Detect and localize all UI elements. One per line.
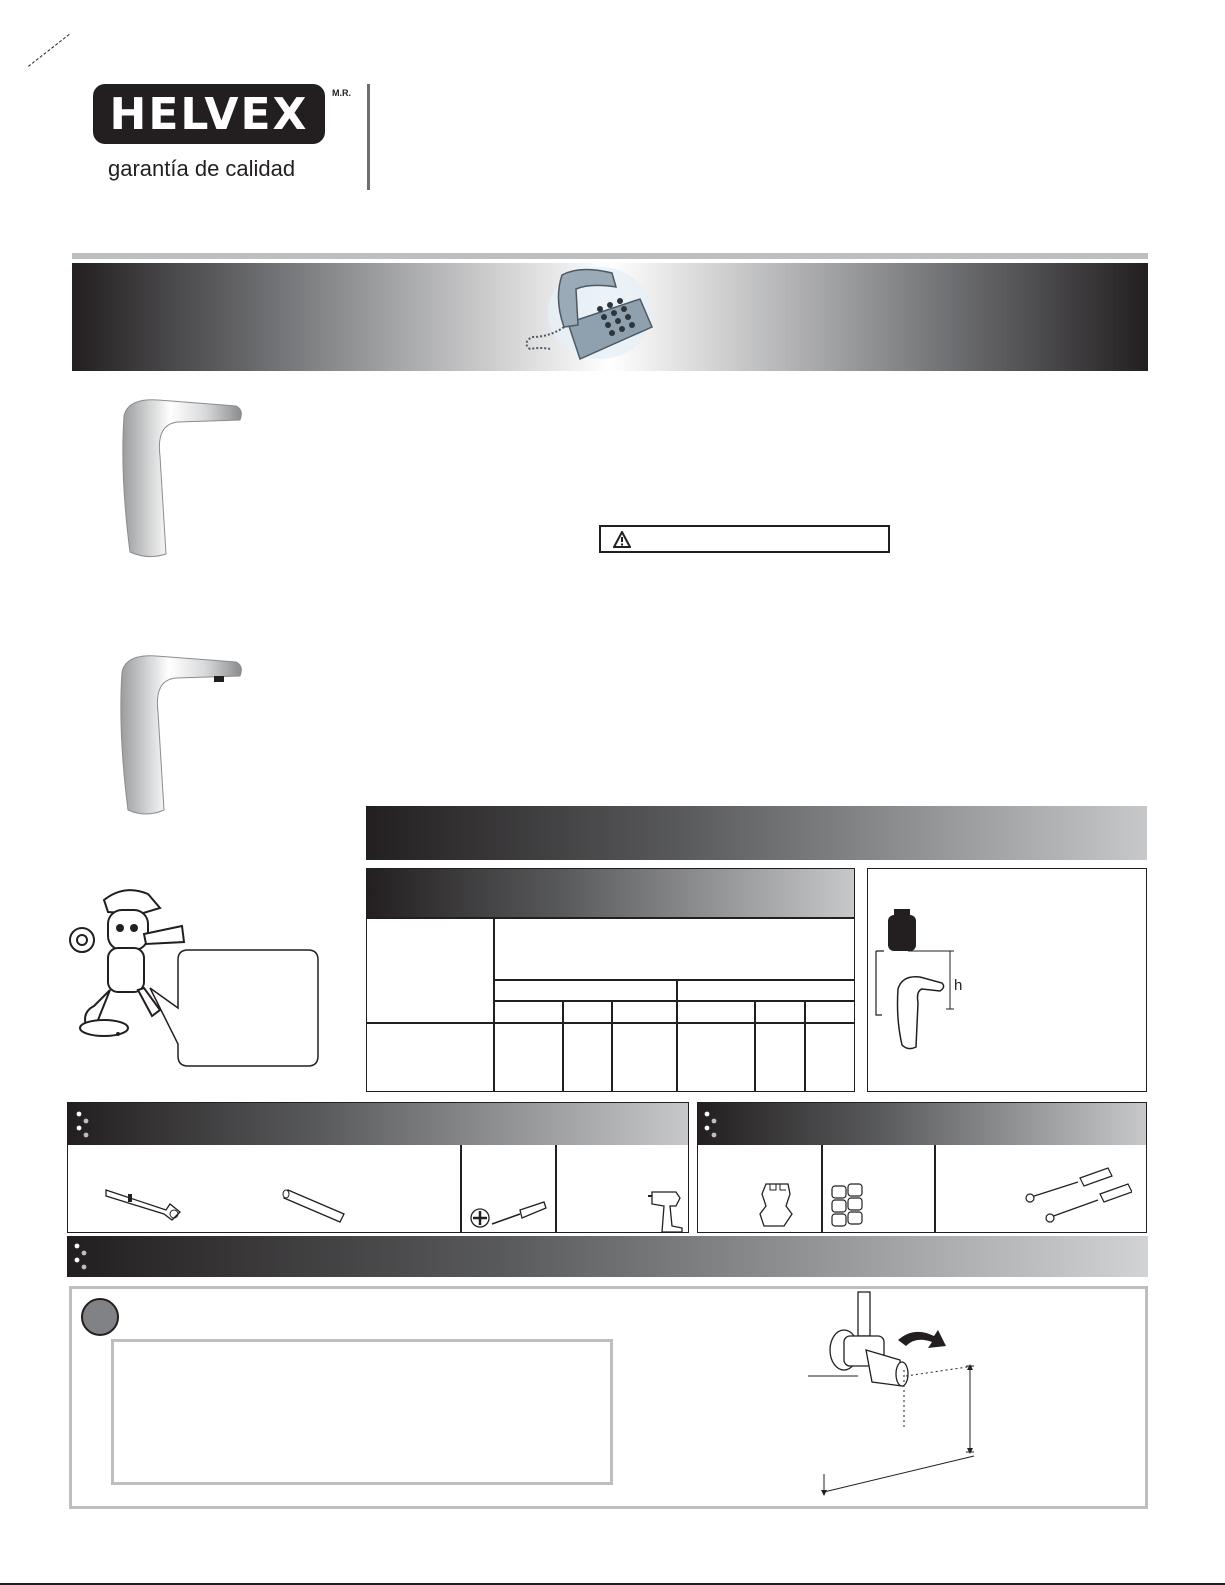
angle-valve-diagram xyxy=(806,1290,1006,1500)
panel-rule xyxy=(934,1145,936,1232)
basin-wrench-icon xyxy=(100,1182,184,1224)
table-header-bar xyxy=(367,869,854,917)
installation-header-bar xyxy=(67,1236,1148,1277)
header-divider xyxy=(367,84,370,190)
table-rule xyxy=(494,1000,854,1002)
dots-icon xyxy=(74,1242,88,1272)
brand-name: HELVEX xyxy=(109,88,309,140)
wrench-key-icon xyxy=(752,1180,802,1230)
telephone-icon xyxy=(520,265,660,369)
header-rule xyxy=(72,253,1148,259)
panel-rule xyxy=(460,1145,462,1232)
height-diagram xyxy=(868,869,1146,1091)
registered-mark: M.R. xyxy=(332,88,351,98)
screwdriver-icon xyxy=(468,1196,548,1230)
tools-header-bar xyxy=(68,1103,688,1145)
screws-and-anchors-icon xyxy=(1024,1164,1132,1224)
table-rule xyxy=(493,917,495,1091)
dots-icon xyxy=(704,1110,718,1140)
dots-icon xyxy=(76,1110,90,1140)
faucet-icon xyxy=(118,396,246,560)
crop-mark xyxy=(28,34,70,68)
table-rule xyxy=(367,917,854,919)
table-rule xyxy=(676,980,678,1091)
panel-rule xyxy=(555,1145,557,1232)
table-rule xyxy=(804,1001,806,1091)
table-rule xyxy=(562,1001,564,1091)
warning-triangle-icon xyxy=(613,531,631,548)
table-rule xyxy=(754,1001,756,1091)
section-header-bar xyxy=(366,806,1147,860)
table-rule xyxy=(611,1001,613,1091)
tube-wrench-icon xyxy=(282,1184,352,1226)
table-rule xyxy=(494,979,854,981)
drill-icon xyxy=(646,1186,688,1232)
step-note-box xyxy=(111,1339,613,1485)
faucet-icon xyxy=(116,652,248,818)
panel-rule xyxy=(821,1145,823,1232)
brand-tagline: garantía de calidad xyxy=(108,156,296,181)
speech-bubble xyxy=(148,948,320,1070)
included-header-bar xyxy=(698,1103,1146,1145)
step-number-badge xyxy=(81,1298,119,1336)
height-label: h xyxy=(954,977,963,994)
brand-logo xyxy=(93,84,325,144)
warning-box xyxy=(599,525,890,553)
batteries-icon xyxy=(828,1180,876,1228)
